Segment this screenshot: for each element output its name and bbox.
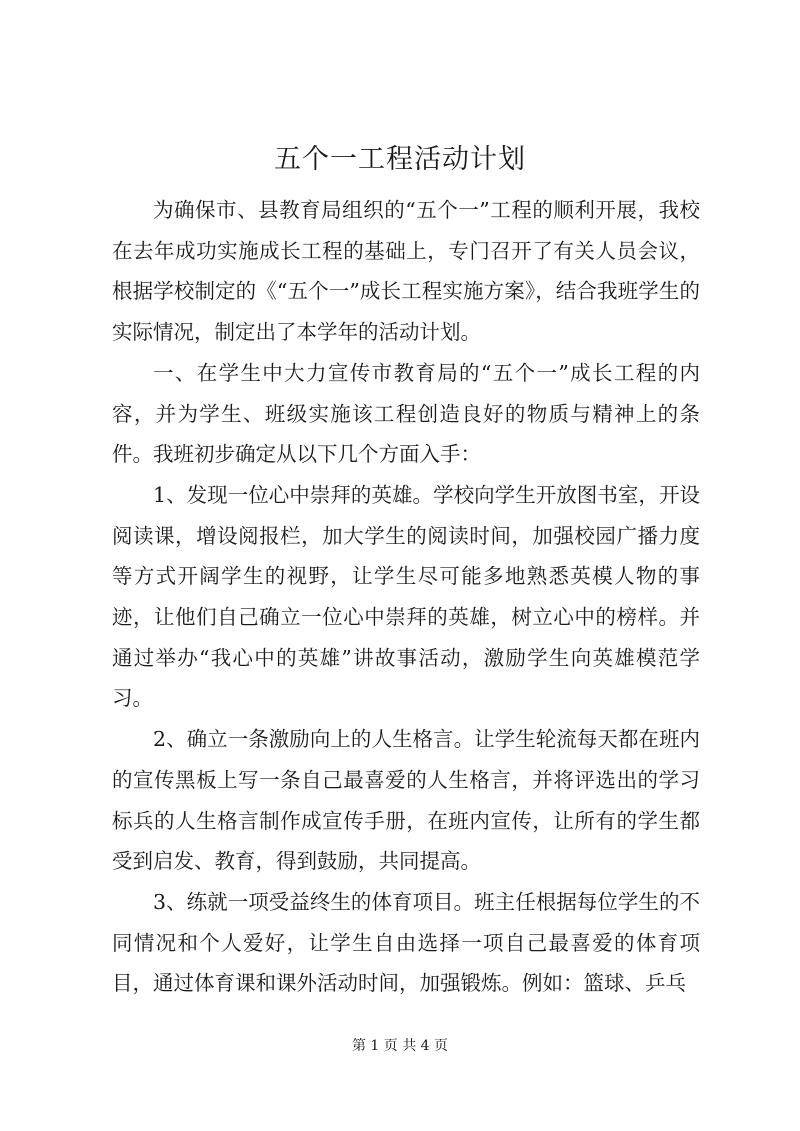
page-footer: 第 1 页 共 4 页 (351, 1038, 449, 1054)
paragraph-item-3: 3、练就一项受益终生的体育项目。班主任根据每位学生的不同情况和个人爱好，让学生自由选择一项自己最喜爱的体育项目，通过体育课和课外活动时间，加强锻炼。例如：篮球、乒乓 (112, 889, 700, 996)
paragraph-item-1: 1、发现一位心中崇拜的英雄。学校向学生开放图书室，开设阅读课，增设阅报栏，加大学生的阅读时间，加强校园广播力度等方式开阔学生的视野，让学生尽可能多地熟悉英模人物的事迹，让他们自己确立一位心中崇拜的英雄，树立心中的榜样。并通过举办“我心中的英雄”讲故事活动，激励学生向英雄模范学习。 (112, 482, 700, 711)
paragraph-intro: 为确保市、县教育局组织的“五个一”工程的顺利开展，我校在去年成功实施成长工程的基础上，专门召开了有关人员会议，根据学校制定的《“五个一”成长工程实施方案》，结合我班学生的实际情况，制定出了本学年的活动计划。 (112, 198, 700, 345)
document-body (112, 190, 700, 1004)
paragraph-section-one: 一、在学生中大力宣传市教育局的“五个一”成长工程的内容，并为学生、班级实施该工程创造良好的物质与精神上的条件。我班初步确定从以下几个方面入手： (112, 360, 700, 467)
paragraph-item-2: 2、确立一条激励向上的人生格言。让学生轮流每天都在班内的宣传黑板上写一条自己最喜爱的人生格言，并将评选出的学习标兵的人生格言制作成宣传手册，在班内宣传，让所有的学生都受到启发、教育，得到鼓励，共同提高。 (112, 727, 700, 874)
document-title: 五个一工程活动计划 (274, 144, 526, 175)
